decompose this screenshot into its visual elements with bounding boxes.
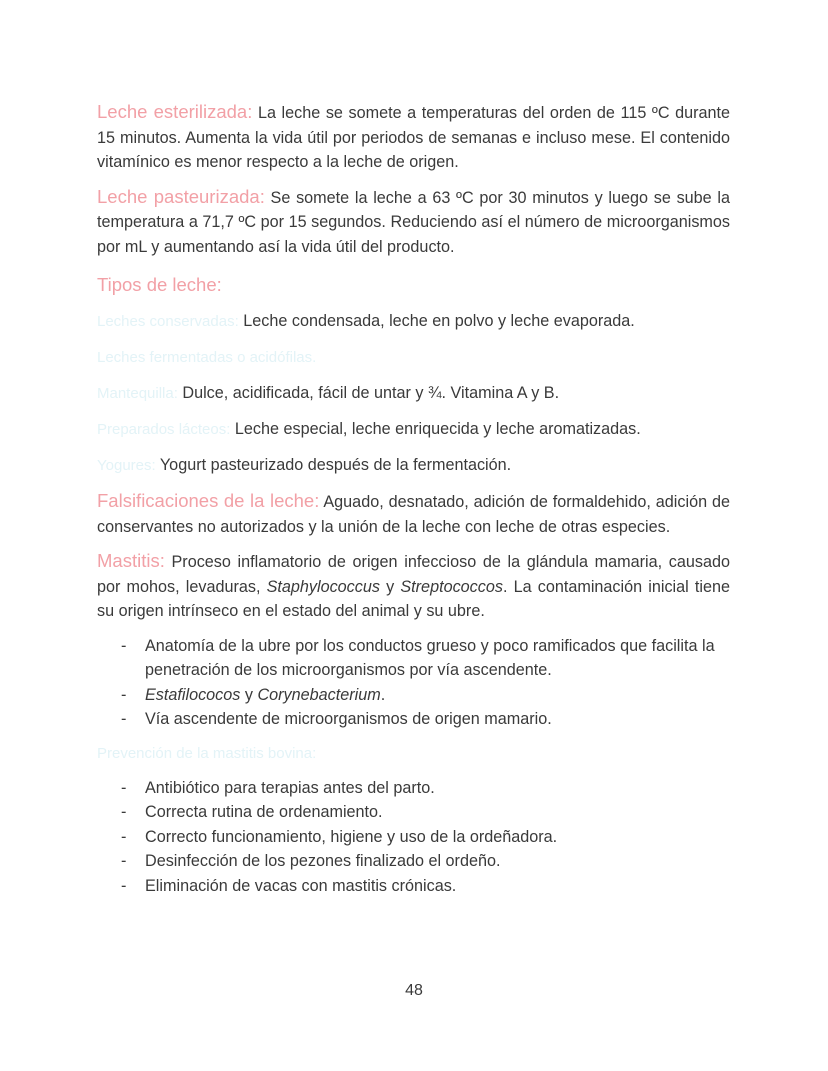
list-item-italic: Estafilococos: [145, 685, 241, 704]
list-item: [97, 707, 730, 732]
page-number: 48: [405, 982, 423, 999]
type-text: Leche especial, leche enriquecida y leche aromatizadas.: [230, 420, 641, 438]
page-content: [97, 100, 730, 908]
dash-marker: -: [121, 803, 127, 821]
text-mastitis-italic-1: Staphylococcus: [266, 577, 380, 596]
text-mastitis-2: y: [379, 577, 401, 596]
list-item: [97, 683, 730, 708]
text-pasteurizada: Se somete la leche a 63 ºC por 30 minutos y luego se sube la temperatura a 71,7 ºC por 15 segundos. Reduciendo así el número de microorganismos por mL y aumentando así la vida útil del producto.: [97, 188, 730, 256]
type-item: [97, 453, 730, 478]
list-item-text: Desinfección de los pezones finalizado el ordeño.: [145, 852, 501, 870]
dash-marker: -: [121, 710, 127, 728]
type-item: [97, 345, 730, 370]
type-text: Yogurt pasteurizado después de la fermentación.: [155, 456, 512, 474]
heading-tipos-de-leche: Tipos de leche:: [97, 274, 222, 295]
list-item: [97, 874, 730, 899]
dash-marker: -: [121, 827, 127, 846]
list-item-italic: Corynebacterium: [257, 685, 381, 704]
mastitis-list: [97, 634, 730, 732]
heading-prevencion: Prevención de la mastitis bovina:: [97, 744, 317, 762]
list-item-text: Anatomía de la ubre por los conductos grueso y poco ramificados que facilita la penetración de los microorganismos por vía ascendente.: [145, 636, 715, 679]
term-mastitis: Mastitis:: [97, 550, 165, 571]
type-item: [97, 309, 730, 334]
dash-marker: -: [121, 636, 127, 655]
type-term: Preparados lácteos:: [97, 421, 231, 438]
list-item: [97, 849, 730, 874]
type-term: Yogures:: [97, 457, 156, 474]
dash-marker: -: [121, 876, 127, 895]
list-item-text: Correcto funcionamiento, higiene y uso de la ordeñadora.: [145, 827, 558, 846]
list-item-text: y: [240, 685, 258, 704]
dash-marker: -: [121, 852, 127, 870]
type-item: [97, 417, 730, 442]
text-falsificaciones: Aguado, desnatado, adición de formaldehido, adición de conservantes no autorizados y la unión de la leche con leche de otras especies.: [97, 493, 730, 536]
term-falsificaciones: Falsificaciones de la leche:: [97, 490, 320, 511]
list-item: [97, 825, 730, 850]
paragraph-esterilizada: [97, 100, 730, 175]
text-mastitis-italic-2: Streptococcos: [400, 577, 503, 596]
dash-marker: -: [121, 685, 127, 704]
paragraph-pasteurizada: [97, 185, 730, 260]
type-term: Leches fermentadas o acidófilas.: [97, 349, 317, 366]
list-item-text: .: [380, 685, 386, 704]
paragraph-mastitis: [97, 549, 730, 624]
text-mastitis-1: Proceso inflamatorio de origen infeccioso de la glándula mamaria, causado por mohos, levaduras,: [97, 553, 730, 596]
text-esterilizada: La leche se somete a temperaturas del orden de 115 ºC durante 15 minutos. Aumenta la vida útil por periodos de semanas e incluso mese. El contenido vitamínico es menor respecto a la leche de origen.: [97, 104, 730, 171]
text-mastitis-3: . La contaminación inicial tiene su origen intrínseco en el estado del animal y su ubre.: [97, 577, 730, 620]
type-term: Leches conservadas:: [97, 313, 239, 330]
term-pasteurizada: Leche pasteurizada:: [97, 185, 265, 207]
type-item: [97, 381, 730, 406]
list-item-text: Eliminación de vacas con mastitis crónicas.: [145, 876, 457, 895]
type-text: Dulce, acidificada, fácil de untar y ¾. Vitamina A y B.: [177, 384, 560, 402]
prevencion-list: [97, 776, 730, 899]
list-item: [97, 776, 730, 801]
list-item-text: Correcta rutina de ordenamiento.: [145, 803, 383, 821]
type-term: Mantequilla:: [97, 385, 178, 402]
list-item-text: Antibiótico para terapias antes del parto.: [145, 778, 435, 797]
dash-marker: -: [121, 778, 127, 797]
type-text: Leche condensada, leche en polvo y leche evaporada.: [238, 312, 635, 330]
term-esterilizada: Leche esterilizada:: [97, 101, 253, 122]
paragraph-falsificaciones: [97, 489, 730, 539]
list-item-text: Vía ascendente de microorganismos de origen mamario.: [145, 710, 552, 728]
list-item: [97, 634, 730, 683]
list-item: [97, 800, 730, 825]
